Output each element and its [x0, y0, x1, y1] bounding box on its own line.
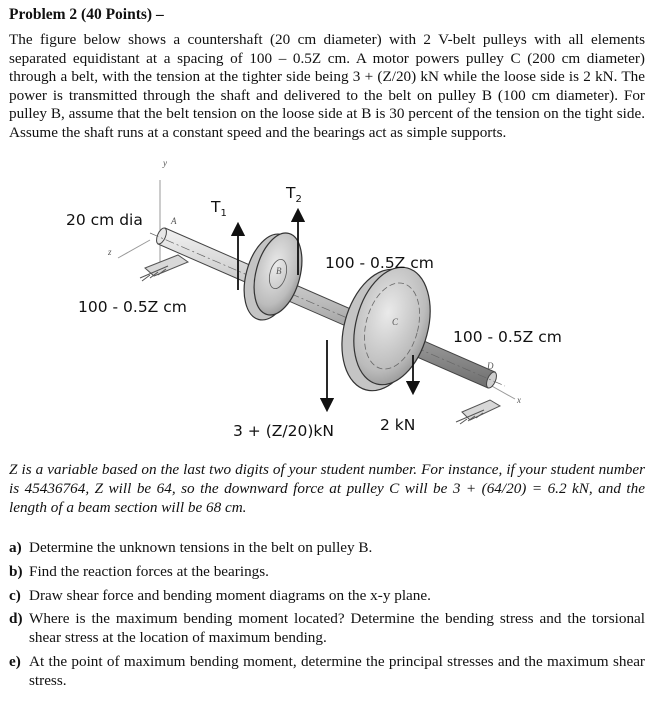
point-a-label: A — [171, 216, 177, 226]
question-text: Find the reaction forces at the bearings. — [29, 562, 269, 580]
t1-label: $T_1$ — [211, 198, 227, 219]
shaft-diameter-label: 20 cm dia — [66, 211, 143, 229]
question-letter: c) — [9, 586, 21, 604]
axis-z-label: z — [108, 247, 112, 257]
pulley-c — [329, 259, 442, 400]
loose-side-force-label: 2 kN — [380, 416, 416, 434]
tight-side-force-label: 3 + (Z/20)kN — [233, 422, 334, 440]
point-b-label: B — [276, 266, 282, 276]
question-item — [9, 539, 645, 558]
bearing-d-support — [456, 400, 500, 424]
question-item — [9, 587, 645, 606]
question-item — [9, 563, 645, 582]
t2-label: $T_2$ — [286, 184, 302, 205]
problem-statement: The figure below shows a countershaft (20 cm diameter) with 2 V-belt pulleys with all elements separated equidistant at a spacing of 100 – 0.5Z cm. A motor powers pulley C (200 cm diameter) through a belt, with the tension at the tighter side being 3 + (Z/20) kN while the loose side is 2 kN. The power is transmitted through the shaft and delivered to the belt on pulley B (100 cm diameter). For pulley B, assume that the belt tension on the loose side at B is 30 percent of the tension on the tight side. Assume the shaft runs at a constant speed and the bearings act as simple supports. — [9, 31, 645, 141]
spacing-ab-label: 100 - 0.5Z cm — [78, 298, 187, 316]
question-letter: e) — [9, 652, 21, 670]
problem-heading: Problem 2 (40 Points) – — [9, 6, 164, 23]
question-letter: d) — [9, 610, 23, 628]
axis-y-label: y — [163, 158, 167, 168]
question-letter: b) — [9, 562, 23, 580]
spacing-cd-label: 100 - 0.5Z cm — [453, 328, 562, 346]
question-item — [9, 610, 645, 648]
question-text: Determine the unknown tensions in the belt on pulley B. — [29, 539, 373, 556]
question-item — [9, 653, 645, 691]
point-c-label: C — [392, 317, 399, 327]
bearing-a-support — [140, 255, 188, 281]
spacing-bc-label: 100 - 0.5Z cm — [325, 254, 434, 272]
question-list — [9, 539, 645, 696]
point-d-label: D — [487, 361, 494, 371]
countershaft-figure — [0, 150, 661, 455]
variable-note: Z is a variable based on the last two digits of your student number. For instance, if your student number is 45436764, Z will be 64, so the downward force at pulley C will be 3 + (64/20) = 6.2 kN, and the length of a beam section will be 68 cm. — [9, 461, 645, 516]
question-text: Where is the maximum bending moment located? Determine the bending stress and the torsional shear stress at the location of maximum bending. — [29, 610, 645, 647]
pulley-b — [235, 228, 310, 326]
axis-x-label: x — [517, 395, 521, 405]
question-letter: a) — [9, 539, 22, 556]
question-text: Draw shear force and bending moment diagrams on the x-y plane. — [29, 586, 431, 604]
question-text: At the point of maximum bending moment, determine the principal stresses and the maximum shear stress. — [29, 652, 645, 689]
